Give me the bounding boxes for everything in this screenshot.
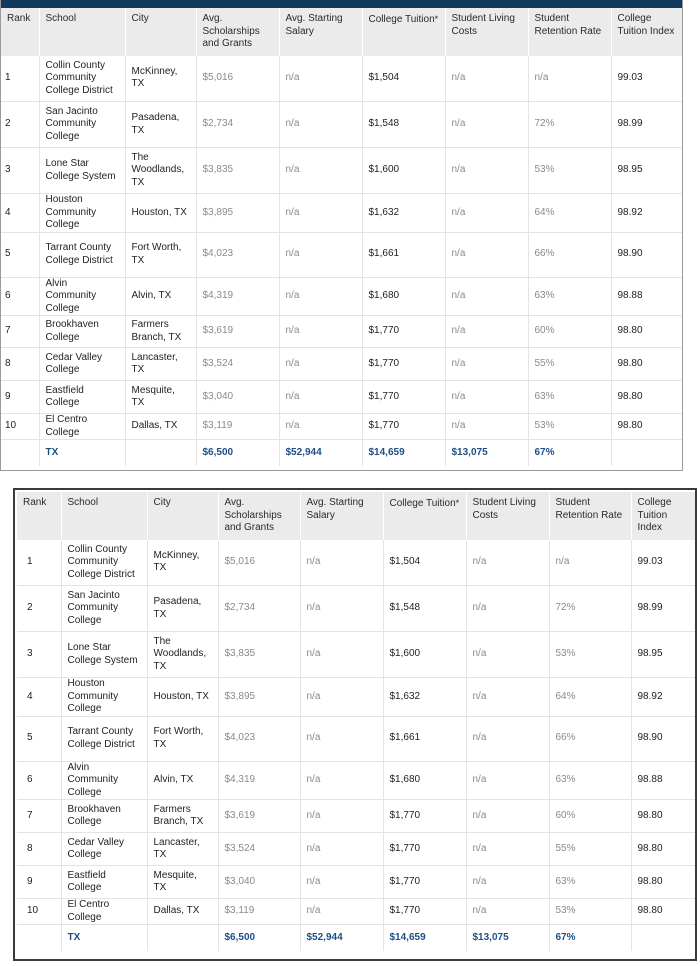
table-row [17,833,695,866]
cell-index: 98.80 [611,348,683,381]
column-header-label: City [131,13,149,24]
table-row [1,381,683,414]
cell-retention: 66% [549,716,631,761]
cell-city: Houston, TX [125,194,196,233]
column-header-label: Avg. Scholarships and Grants [202,13,260,49]
cell-salary: n/a [279,277,362,316]
table-row [1,102,683,148]
cell-school: Cedar Valley College [61,833,147,866]
cell-rank: 4 [17,678,61,717]
college-ranking-table-panel-bottom [13,488,697,961]
cell-city: Fort Worth, TX [125,232,196,277]
cell-school: TX [39,440,125,466]
cell-rank: 3 [17,632,61,678]
cell-tuition: $1,548 [362,102,445,148]
table-row [17,899,695,925]
cell-retention: 60% [528,316,611,348]
cell-city: Farmers Branch, TX [147,800,218,833]
cell-index: 98.95 [611,148,683,194]
cell-tuition: $1,504 [362,56,445,102]
column-header-label: Student Living Costs [472,497,536,521]
cell-retention: 67% [549,925,631,951]
tuition-footnote-marker: * [455,498,460,508]
header-row [17,492,695,540]
cell-living: n/a [466,833,549,866]
cell-retention: 67% [528,440,611,466]
cell-tuition: $1,770 [383,800,466,833]
cell-salary: n/a [300,716,383,761]
cell-tuition: $1,661 [362,232,445,277]
cell-rank: 1 [17,540,61,586]
column-header-scholarships[interactable] [196,8,279,56]
cell-tuition: $14,659 [362,440,445,466]
column-header-label: Rank [23,497,47,508]
table-row [17,540,695,586]
cell-salary: n/a [300,761,383,800]
total-row [1,440,683,466]
cell-city: Mesquite, TX [125,381,196,414]
cell-scholarships: $3,835 [218,632,300,678]
column-header-label: Avg. Starting Salary [285,13,343,37]
cell-tuition: $1,504 [383,540,466,586]
cell-city: Fort Worth, TX [147,716,218,761]
cell-tuition: $1,600 [362,148,445,194]
cell-scholarships: $3,119 [218,899,300,925]
cell-index: 98.92 [611,194,683,233]
cell-index: 98.99 [631,586,695,632]
cell-living: n/a [445,102,528,148]
cell-retention: 66% [528,232,611,277]
cell-tuition: $1,632 [383,678,466,717]
cell-rank: 7 [1,316,39,348]
cell-salary: n/a [300,899,383,925]
cell-city: The Woodlands, TX [147,632,218,678]
column-header-label: College Tuition [389,498,456,509]
cell-living: n/a [466,678,549,717]
cell-salary: $52,944 [279,440,362,466]
cell-salary: n/a [279,381,362,414]
column-header-city[interactable] [125,8,196,56]
cell-salary: n/a [279,102,362,148]
cell-index: 98.95 [631,632,695,678]
cell-school: Brookhaven College [61,800,147,833]
cell-living: n/a [445,348,528,381]
cell-salary: n/a [279,348,362,381]
cell-school: TX [61,925,147,951]
cell-scholarships: $5,016 [196,56,279,102]
header-row [1,8,683,56]
cell-living: $13,075 [445,440,528,466]
column-header-label: Avg. Scholarships and Grants [224,497,282,533]
cell-city: Dallas, TX [147,899,218,925]
cell-retention: 72% [549,586,631,632]
column-header-label: College Tuition Index [637,497,672,533]
cell-rank: 3 [1,148,39,194]
cell-living: n/a [466,899,549,925]
college-ranking-table-duplicate [17,492,696,951]
cell-retention: 63% [528,277,611,316]
table-row [1,348,683,381]
cell-index [631,925,695,951]
cell-school: Brookhaven College [39,316,125,348]
cell-rank: 8 [1,348,39,381]
cell-school: San Jacinto Community College [39,102,125,148]
cell-city: McKinney, TX [125,56,196,102]
cell-tuition: $1,680 [362,277,445,316]
cell-scholarships: $3,895 [196,194,279,233]
cell-scholarships: $4,023 [218,716,300,761]
cell-salary: n/a [300,866,383,899]
cell-salary: n/a [279,232,362,277]
cell-school: Collin County Community College District [61,540,147,586]
cell-index [611,440,683,466]
cell-scholarships: $5,016 [218,540,300,586]
column-header-retention[interactable] [528,8,611,56]
cell-salary: n/a [300,678,383,717]
column-header-living[interactable] [466,492,549,540]
table-row [17,866,695,899]
cell-scholarships: $4,319 [218,761,300,800]
cell-retention: 53% [528,148,611,194]
table-row [1,316,683,348]
cell-living: n/a [445,381,528,414]
cell-salary: n/a [300,833,383,866]
column-header-salary[interactable] [300,492,383,540]
cell-retention: 64% [528,194,611,233]
cell-retention: 60% [549,800,631,833]
cell-index: 98.80 [611,414,683,440]
cell-city: Pasadena, TX [125,102,196,148]
column-header-living[interactable] [445,8,528,56]
cell-city: Farmers Branch, TX [125,316,196,348]
cell-salary: n/a [300,586,383,632]
table-row [1,56,683,102]
cell-living: n/a [445,316,528,348]
cell-rank: 8 [17,833,61,866]
cell-retention: 55% [528,348,611,381]
cell-school: Lone Star College System [61,632,147,678]
cell-tuition: $1,632 [362,194,445,233]
column-header-label: Student Retention Rate [555,497,623,521]
cell-tuition: $1,600 [383,632,466,678]
table-row [17,800,695,833]
cell-index: 98.90 [631,716,695,761]
cell-index: 98.80 [631,833,695,866]
cell-school: Lone Star College System [39,148,125,194]
tuition-footnote-marker: * [434,14,439,24]
cell-city: Lancaster, TX [147,833,218,866]
column-header-label: Student Retention Rate [534,13,602,37]
cell-living: n/a [466,761,549,800]
cell-scholarships: $3,040 [196,381,279,414]
cell-living: n/a [445,194,528,233]
cell-city [147,925,218,951]
college-ranking-table-panel-top [0,0,683,471]
cell-retention: 72% [528,102,611,148]
cell-school: Cedar Valley College [39,348,125,381]
cell-city: Dallas, TX [125,414,196,440]
cell-rank: 4 [1,194,39,233]
cell-living: n/a [466,800,549,833]
cell-living: n/a [445,56,528,102]
column-header-label: School [67,497,99,508]
cell-rank [1,440,39,466]
cell-scholarships: $4,023 [196,232,279,277]
cell-index: 98.92 [631,678,695,717]
cell-city: Houston, TX [147,678,218,717]
cell-index: 99.03 [631,540,695,586]
cell-living: $13,075 [466,925,549,951]
column-header-label: Rank [7,13,31,24]
cell-city: McKinney, TX [147,540,218,586]
cell-living: n/a [445,414,528,440]
column-header-label: School [45,13,77,24]
column-header-label: Avg. Starting Salary [306,497,364,521]
table-row [17,586,695,632]
cell-school: Houston Community College [61,678,147,717]
cell-index: 98.80 [631,899,695,925]
cell-scholarships: $3,040 [218,866,300,899]
table-row [17,678,695,717]
cell-rank: 2 [17,586,61,632]
college-ranking-table [1,8,683,466]
cell-scholarships: $3,895 [218,678,300,717]
cell-living: n/a [466,632,549,678]
cell-retention: 63% [549,761,631,800]
cell-salary: n/a [279,194,362,233]
cell-city: Alvin, TX [147,761,218,800]
cell-index: 98.80 [631,866,695,899]
table-row [1,232,683,277]
column-header-rank[interactable] [1,8,39,56]
cell-school: Eastfield College [61,866,147,899]
table-row [17,632,695,678]
table-row [17,716,695,761]
column-header-label: City [153,497,171,508]
cell-tuition: $1,661 [383,716,466,761]
cell-school: Alvin Community College [61,761,147,800]
cell-retention: n/a [549,540,631,586]
cell-living: n/a [466,866,549,899]
cell-retention: 53% [528,414,611,440]
cell-scholarships: $2,734 [196,102,279,148]
cell-index: 99.03 [611,56,683,102]
cell-tuition: $1,770 [383,866,466,899]
column-header-label: Student Living Costs [451,13,515,37]
cell-living: n/a [466,540,549,586]
table-row [1,194,683,233]
cell-tuition: $1,770 [362,316,445,348]
cell-city: Lancaster, TX [125,348,196,381]
cell-scholarships: $3,619 [196,316,279,348]
cell-rank: 7 [17,800,61,833]
cell-living: n/a [445,148,528,194]
cell-scholarships: $3,835 [196,148,279,194]
cell-school: Alvin Community College [39,277,125,316]
cell-tuition: $1,770 [362,381,445,414]
cell-living: n/a [466,586,549,632]
cell-retention: 53% [549,899,631,925]
cell-index: 98.88 [631,761,695,800]
cell-rank: 5 [1,232,39,277]
cell-salary: n/a [279,414,362,440]
cell-index: 98.80 [611,381,683,414]
cell-salary: n/a [279,56,362,102]
cell-salary: n/a [300,540,383,586]
cell-salary: n/a [300,632,383,678]
cell-tuition: $1,770 [383,899,466,925]
cell-scholarships: $3,119 [196,414,279,440]
cell-scholarships: $2,734 [218,586,300,632]
cell-scholarships: $6,500 [196,440,279,466]
cell-salary: $52,944 [300,925,383,951]
column-header-index[interactable] [611,8,683,56]
cell-rank: 6 [17,761,61,800]
cell-index: 98.90 [611,232,683,277]
cell-tuition: $1,770 [383,833,466,866]
cell-city: Pasadena, TX [147,586,218,632]
column-header-label: College Tuition Index [617,13,675,37]
cell-scholarships: $3,524 [196,348,279,381]
cell-salary: n/a [279,148,362,194]
column-header-retention[interactable] [549,492,631,540]
column-header-tuition[interactable] [383,492,466,540]
cell-school: San Jacinto Community College [61,586,147,632]
cell-school: Houston Community College [39,194,125,233]
cell-salary: n/a [300,800,383,833]
table-row [17,761,695,800]
cell-retention: 55% [549,833,631,866]
cell-living: n/a [445,277,528,316]
cell-school: Collin County Community College District [39,56,125,102]
cell-living: n/a [445,232,528,277]
cell-rank: 6 [1,277,39,316]
cell-school: El Centro College [39,414,125,440]
cell-rank: 9 [1,381,39,414]
cell-tuition: $1,548 [383,586,466,632]
cell-city: Mesquite, TX [147,866,218,899]
cell-rank: 10 [1,414,39,440]
cell-rank: 9 [17,866,61,899]
cell-retention: 63% [549,866,631,899]
cell-city: The Woodlands, TX [125,148,196,194]
table-row [1,414,683,440]
cell-tuition: $1,680 [383,761,466,800]
cell-tuition: $1,770 [362,348,445,381]
cell-index: 98.80 [631,800,695,833]
cell-living: n/a [466,716,549,761]
cell-city [125,440,196,466]
cell-index: 98.88 [611,277,683,316]
cell-scholarships: $3,524 [218,833,300,866]
cell-scholarships: $4,319 [196,277,279,316]
cell-rank [17,925,61,951]
column-header-school[interactable] [39,8,125,56]
cell-retention: 63% [528,381,611,414]
cell-salary: n/a [279,316,362,348]
column-header-rank[interactable] [17,492,61,540]
table-row [1,277,683,316]
cell-rank: 5 [17,716,61,761]
cell-rank: 1 [1,56,39,102]
cell-retention: 64% [549,678,631,717]
column-header-city[interactable] [147,492,218,540]
cell-school: El Centro College [61,899,147,925]
cell-retention: n/a [528,56,611,102]
column-header-tuition[interactable] [362,8,445,56]
cell-tuition: $14,659 [383,925,466,951]
column-header-scholarships[interactable] [218,492,300,540]
cell-rank: 10 [17,899,61,925]
cell-school: Tarrant County College District [61,716,147,761]
table-row [1,148,683,194]
column-header-index[interactable] [631,492,695,540]
column-header-label: College Tuition [368,14,435,25]
cell-tuition: $1,770 [362,414,445,440]
cell-school: Eastfield College [39,381,125,414]
column-header-school[interactable] [61,492,147,540]
cell-city: Alvin, TX [125,277,196,316]
total-row [17,925,695,951]
cell-scholarships: $3,619 [218,800,300,833]
cell-school: Tarrant County College District [39,232,125,277]
cell-index: 98.99 [611,102,683,148]
header-accent-bar [1,0,682,8]
cell-index: 98.80 [611,316,683,348]
cell-scholarships: $6,500 [218,925,300,951]
cell-rank: 2 [1,102,39,148]
column-header-salary[interactable] [279,8,362,56]
cell-retention: 53% [549,632,631,678]
